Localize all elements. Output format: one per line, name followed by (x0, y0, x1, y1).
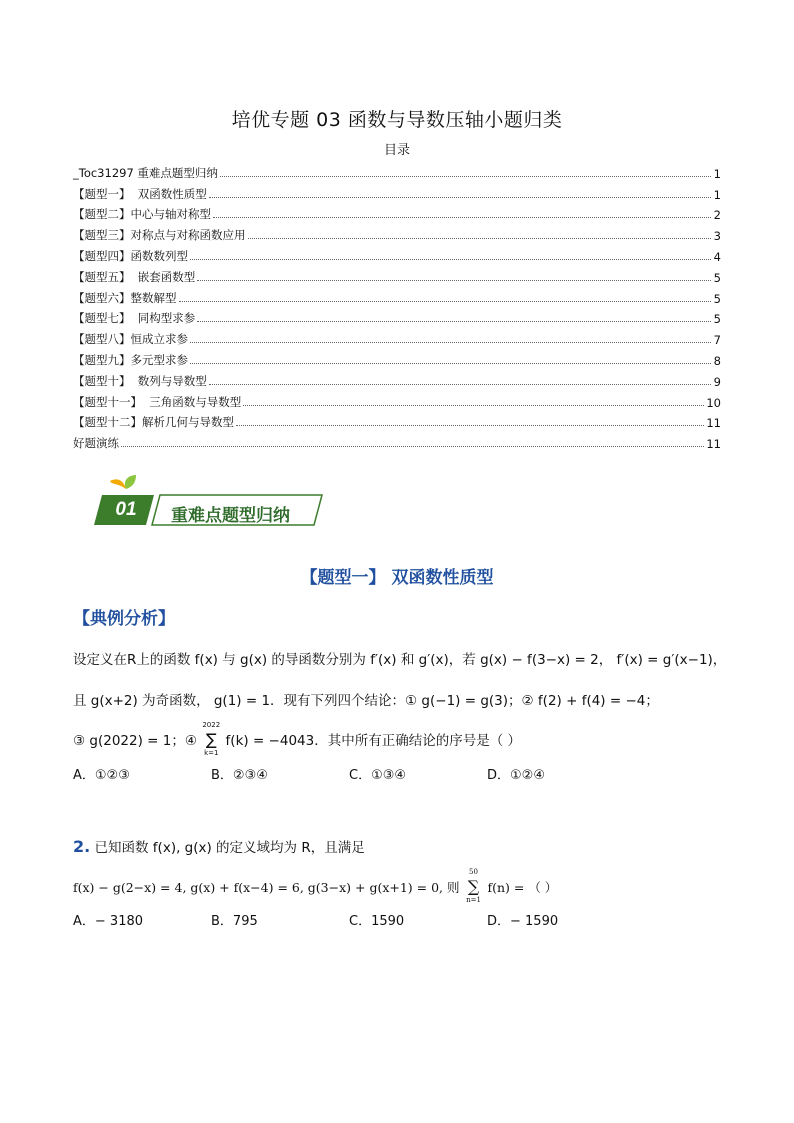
toc-page-number: 5 (713, 312, 721, 327)
section-title: 【题型一】 双函数性质型 (300, 568, 494, 588)
toc-entry[interactable] (73, 160, 721, 181)
summation-symbol: 2022 ∑ k=1 (203, 730, 219, 749)
option-a: A．①②③ (73, 768, 130, 783)
toc-page-number: 1 (713, 187, 721, 202)
toc-page-number: 9 (713, 374, 721, 389)
toc-page-number: 4 (713, 249, 721, 264)
toc-page-number: 7 (713, 333, 721, 348)
toc-dot-leader (179, 300, 712, 302)
banner-label: 重难点题型归纳 (171, 506, 290, 526)
toc-dot-leader (209, 383, 711, 385)
toc-entry-label: 【题型五】 嵌套函数型 (73, 269, 196, 284)
toc-page-number: 8 (713, 353, 721, 368)
question-2-line-2 (73, 868, 558, 904)
option-a: A．− 3180 (73, 914, 144, 929)
toc-entry-label: 【题型十】 数列与导数型 (73, 373, 207, 388)
toc-dot-leader (213, 216, 711, 218)
toc-entry[interactable] (73, 202, 721, 223)
q2-line2-start: f(x) − g(2−x) = 4, g(x) + f(x−4) = 6, g(3−x) + g(x+1) = 0, 则 (73, 880, 460, 895)
toc-dot-leader (220, 175, 711, 177)
toc-entry[interactable] (73, 368, 721, 389)
toc-page-number: 5 (713, 270, 721, 285)
sum-upper-limit: 2022 (202, 721, 221, 729)
toc-page-number: 2 (713, 208, 721, 223)
toc-entry-label: 【题型三】对称点与对称函数应用 (73, 228, 246, 243)
toc-entry-label: _Toc31297 重难点题型归纳 (73, 165, 218, 180)
toc-entry-label: 【题型十一】 三角函数与导数型 (73, 394, 242, 409)
table-of-contents (73, 160, 721, 451)
toc-heading: 目录 (383, 143, 410, 158)
toc-dot-leader (190, 258, 711, 260)
leaf-icon (125, 475, 136, 489)
question-number: 2. (73, 837, 91, 856)
toc-entry-label: 【题型四】函数数列型 (73, 248, 188, 263)
toc-entry[interactable] (73, 285, 721, 306)
toc-entry-label: 【题型六】整数解型 (73, 290, 177, 305)
sum-lower-limit: k=1 (204, 749, 219, 757)
toc-dot-leader (190, 341, 711, 343)
toc-entry[interactable] (73, 306, 721, 327)
sum-lower-limit: n=1 (466, 896, 481, 904)
toc-dot-leader (197, 320, 711, 322)
toc-dot-leader (209, 196, 711, 198)
toc-entry[interactable] (73, 389, 721, 410)
toc-page-number: 3 (713, 229, 721, 244)
toc-entry-label: 【题型七】 同构型求参 (73, 311, 196, 326)
toc-entry[interactable] (73, 326, 721, 347)
toc-entry[interactable] (73, 430, 721, 451)
toc-entry[interactable] (73, 264, 721, 285)
q1-line3-start: ③ g(2022) = 1；④ (73, 733, 197, 749)
option-c: C．①③④ (349, 768, 407, 783)
option-b: B．②③④ (211, 768, 268, 783)
toc-entry[interactable] (73, 410, 721, 431)
q2-line1-text: 已知函数 f(x), g(x) 的定义域均为 R，且满足 (94, 840, 365, 856)
analysis-heading: 【典例分析】 (73, 609, 175, 629)
option-b: B．795 (211, 914, 258, 929)
toc-entry-label: 【题型九】多元型求参 (73, 352, 188, 367)
q1-line3-end: f(k) = −4043．其中所有正确结论的序号是（ ） (225, 733, 522, 749)
q2-line2-end: f(n) = （ ） (487, 880, 558, 895)
leaf-icon-secondary (110, 479, 126, 489)
question-1-line-1: 设定义在R上的函数 f(x) 与 g(x) 的导函数分别为 f′(x) 和 g′(x)，若 g(x) − f(3−x) = 2， f′(x) = g′(x−1)， (73, 652, 727, 668)
sum-upper-limit: 50 (469, 868, 478, 876)
toc-entry[interactable] (73, 347, 721, 368)
toc-dot-leader (236, 424, 704, 426)
toc-dot-leader (197, 279, 711, 281)
toc-entry[interactable] (73, 243, 721, 264)
option-d: D．− 1590 (487, 914, 559, 929)
option-d: D．①②④ (487, 768, 545, 783)
question-1-line-3 (73, 721, 522, 757)
toc-page-number: 1 (713, 166, 721, 181)
toc-page-number: 5 (713, 291, 721, 306)
question-2-options (73, 910, 625, 929)
question-2-line-1 (73, 836, 365, 856)
toc-dot-leader (121, 445, 704, 447)
option-c: C．1590 (349, 914, 405, 929)
toc-page-number: 11 (706, 437, 721, 452)
toc-entry-label: 好题演练 (73, 436, 119, 451)
toc-entry[interactable] (73, 222, 721, 243)
toc-dot-leader (190, 362, 711, 364)
toc-dot-leader (248, 237, 712, 239)
banner-number: 01 (115, 499, 137, 520)
toc-entry-label: 【题型八】恒成立求参 (73, 332, 188, 347)
document-title: 培优专题 03 函数与导数压轴小题归类 (231, 109, 563, 131)
toc-entry-label: 【题型一】 双函数性质型 (73, 186, 207, 201)
section-banner (90, 473, 340, 529)
question-1-options (73, 764, 625, 783)
toc-entry[interactable] (73, 181, 721, 202)
question-1-line-2: 且 g(x+2) 为奇函数， g(1) = 1．现有下列四个结论：① g(−1) = g(3)；② f(2) + f(4) = −4； (73, 693, 659, 709)
toc-entry-label: 【题型十二】解析几何与导数型 (73, 415, 234, 430)
toc-page-number: 11 (706, 416, 721, 431)
toc-entry-label: 【题型二】中心与轴对称型 (73, 207, 211, 222)
summation-symbol: 50 ∑ n=1 (466, 877, 482, 896)
toc-page-number: 10 (706, 395, 721, 410)
toc-dot-leader (243, 404, 704, 406)
